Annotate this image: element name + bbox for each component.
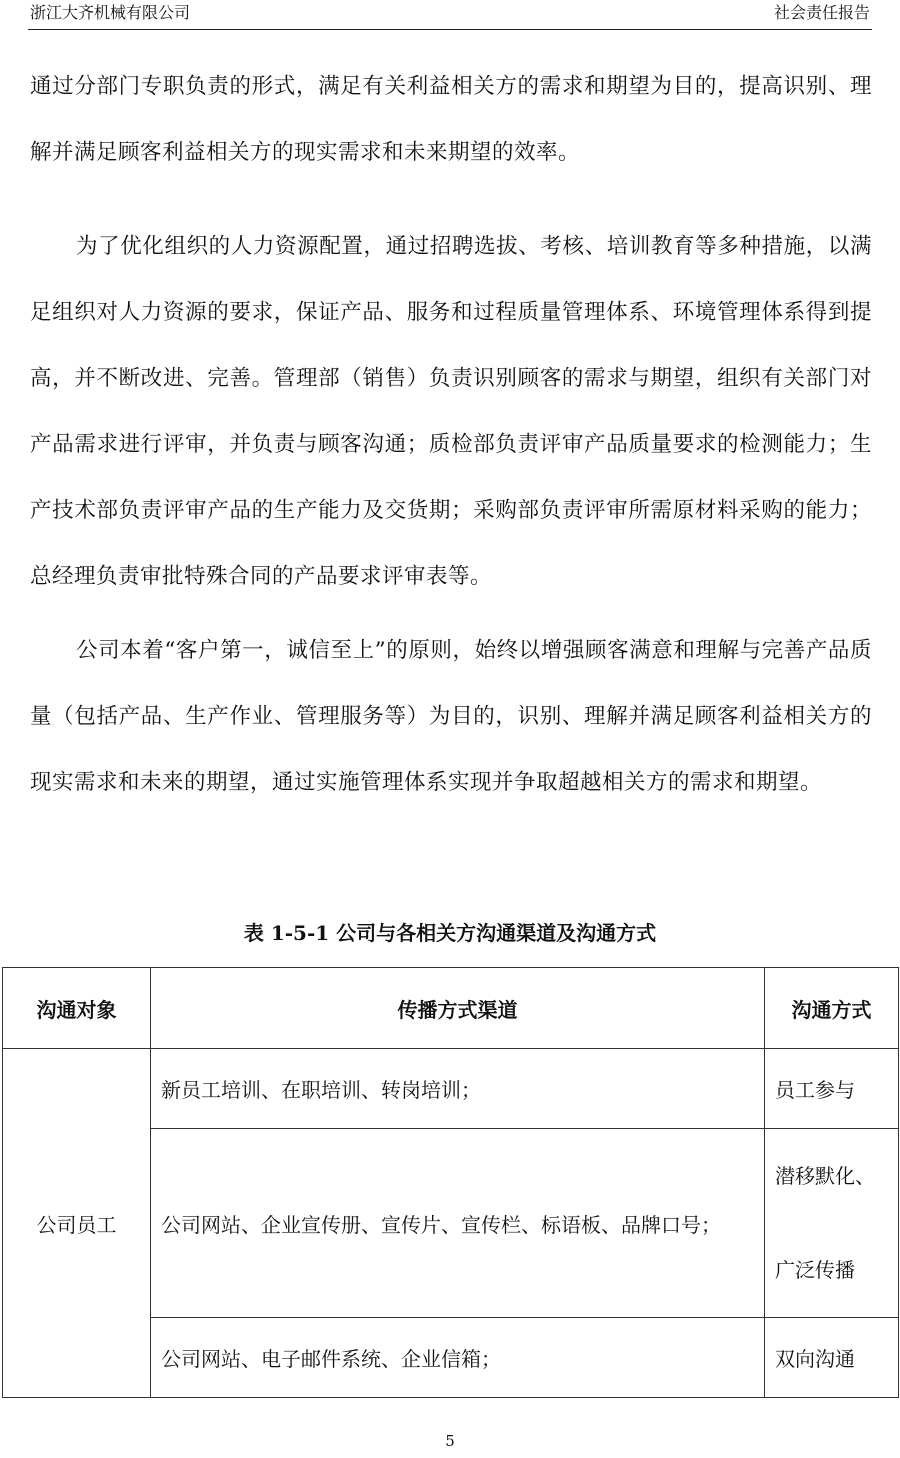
header-way: 沟通方式 xyxy=(765,968,899,1049)
way-text: 潜移默化、 xyxy=(775,1164,875,1188)
channel-cell: 公司网站、企业宣传册、宣传片、宣传栏、标语板、品牌口号； xyxy=(151,1129,765,1318)
communication-channels-table xyxy=(2,967,899,1398)
paragraph-2: 为了优化组织的人力资源配置，通过招聘选拔、考核、培训教育等多种措施，以满足组织对人力资源的要求，保证产品、服务和过程质量管理体系、环境管理体系得到提高，并不断改进、完善。管理部（销售）负责识别顾客的需求与期望，组织有关部门对产品需求进行评审，并负责与顾客沟通；质检部负责评审产品质量要求的检测能力；生产技术部负责评审产品的生产能力及交货期；采购部负责评审所需原材料采购的能力；总经理负责审批特殊合同的产品要求评审表等。 xyxy=(30,234,872,589)
way-cell xyxy=(765,1049,899,1129)
header-report-title: 社会责任报告 xyxy=(773,3,870,22)
channel-cell: 公司网站、电子邮件系统、企业信箱； xyxy=(151,1318,765,1398)
way-text: 员工参与 xyxy=(775,1078,855,1102)
header-company-name: 浙江大齐机械有限公司 xyxy=(30,3,191,22)
table-header-row xyxy=(3,968,899,1049)
way-cell xyxy=(765,1318,899,1398)
header-channel: 传播方式渠道 xyxy=(151,968,765,1049)
header-object: 沟通对象 xyxy=(3,968,151,1049)
page-header xyxy=(28,0,872,30)
paragraph-1: 通过分部门专职负责的形式，满足有关利益相关方的需求和期望为目的，提高识别、理解并满足顾客利益相关方的现实需求和未来期望的效率。 xyxy=(30,74,872,165)
way-cell xyxy=(765,1129,899,1318)
page-number: 5 xyxy=(445,1432,455,1450)
object-cell: 公司员工 xyxy=(3,1049,151,1398)
way-text: 广泛传播 xyxy=(775,1258,855,1282)
table-caption: 表 1-5-1 公司与各相关方沟通渠道及沟通方式 xyxy=(243,921,657,945)
way-text: 双向沟通 xyxy=(775,1347,855,1371)
table-row xyxy=(3,1049,899,1129)
channel-cell: 新员工培训、在职培训、转岗培训； xyxy=(151,1049,765,1129)
paragraph-3: 公司本着“客户第一，诚信至上”的原则，始终以增强顾客满意和理解与完善产品质量（包括产品、生产作业、管理服务等）为目的，识别、理解并满足顾客利益相关方的现实需求和未来的期望，通过实施管理体系实现并争取超越相关方的需求和期望。 xyxy=(30,638,872,795)
